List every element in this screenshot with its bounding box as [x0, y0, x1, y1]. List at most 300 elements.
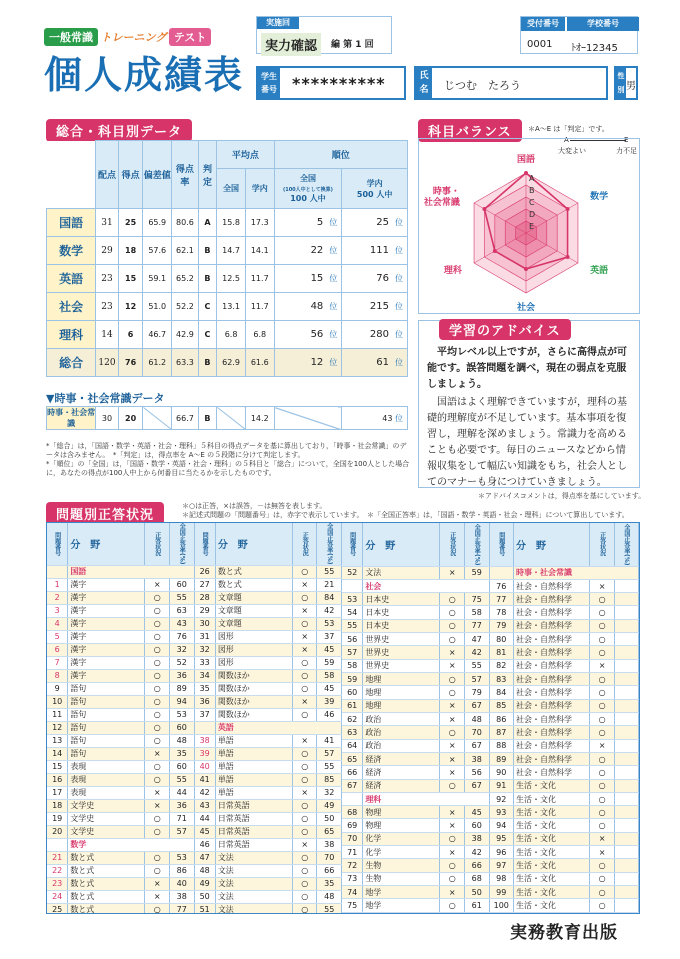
question-row [195, 604, 342, 617]
question-qn: 48 [195, 864, 216, 877]
question-row [342, 633, 489, 646]
question-qn: 66 [342, 766, 363, 779]
question-st: ○ [440, 686, 465, 699]
question-fld: 生活・文化 [514, 832, 590, 845]
question-rt: 48 [169, 734, 194, 747]
question-qn: 25 [47, 903, 68, 914]
question-rt: 53 [169, 708, 194, 721]
question-st: ○ [590, 859, 614, 872]
question-rt: 55 [169, 773, 194, 786]
question-qn: 40 [195, 760, 216, 773]
exam-label: 実施回 [257, 17, 299, 29]
radar-ring-label: A [529, 174, 535, 183]
question-rt [614, 726, 638, 739]
cell-hensachi: 57.6 [143, 237, 172, 265]
question-fld: 漢字 [68, 669, 145, 682]
question-qn: 68 [342, 806, 363, 819]
question-fld: 社会・自然科学 [514, 579, 590, 592]
cell-hantei: B [198, 265, 216, 293]
col-tokutenritsu: 得点率 [172, 141, 199, 209]
question-fld: 生活・文化 [514, 779, 590, 792]
question-qn: 82 [490, 659, 514, 672]
question-fld: 生活・文化 [514, 872, 590, 885]
advice-bold: 平均レベル以上ですが，さらに高得点が可能です。誤答問題を調べ，現在の弱点を克服しましょう。 [427, 347, 627, 390]
question-fld: 経済 [363, 752, 440, 765]
question-st: ○ [292, 747, 317, 760]
question-qn: 52 [342, 566, 363, 579]
question-rt [614, 699, 638, 712]
question-rt: 55 [317, 903, 342, 914]
rank-unit: 位 [395, 274, 403, 283]
question-fld: 社会・自然科学 [514, 633, 590, 646]
question-st: ○ [590, 806, 614, 819]
question-qn: 55 [342, 619, 363, 632]
question-qn: 17 [47, 786, 68, 799]
advice-text: 国語はよく理解できていますが，理科の基礎的理解度が不足しています。基本事項を復習し，理解を深めましょう。常識力を高めることも必要です。毎日のニュースなどから情報収集をして幅広い知識をもち，社会人としてのマナーも身につけていきましょう。 [427, 397, 627, 488]
header-st: 正答状況 [145, 523, 170, 565]
question-st: × [292, 838, 317, 851]
overall-row [47, 349, 408, 377]
exam-box [256, 16, 392, 54]
question-qn: 50 [195, 890, 216, 903]
question-rt: 38 [464, 752, 489, 765]
cell-avg-school: 61.6 [245, 349, 274, 377]
question-row [195, 591, 342, 604]
ca-rank-unit: 位 [395, 413, 403, 423]
question-rt: 60 [169, 721, 194, 734]
questions-note-2: ＊記述式問題の「問題番号」は，赤字で表示しています。 ＊「全国正答率」は，「国語・数学・英語・社会・理科」について算出しています。 [182, 511, 629, 519]
radar-point [524, 267, 528, 271]
cell-hantei: C [198, 321, 216, 349]
question-fld: 語句 [68, 708, 145, 721]
question-fld: 生活・文化 [514, 806, 590, 819]
question-row [47, 617, 194, 630]
question-fld: 漢字 [68, 591, 145, 604]
question-fld: 地理 [363, 686, 440, 699]
rank-unit: 位 [329, 246, 338, 255]
question-st: ○ [145, 864, 170, 877]
question-rt: 35 [169, 747, 194, 760]
question-rt: 65 [317, 825, 342, 838]
header-qn: 問題番号 [195, 523, 216, 565]
radar-point [482, 207, 486, 211]
question-fld: 世界史 [363, 633, 440, 646]
question-fld: 社会・自然科学 [514, 619, 590, 632]
question-qn: 45 [195, 825, 216, 838]
question-st: ○ [145, 721, 170, 734]
radar-ring-label: D [529, 210, 536, 219]
question-st: × [590, 739, 614, 752]
question-row [490, 846, 639, 859]
question-qn: 71 [342, 846, 363, 859]
gender-value: 男 [626, 81, 636, 92]
question-row [342, 579, 489, 592]
question-rt: 67 [464, 699, 489, 712]
question-row [195, 760, 342, 773]
question-qn: 58 [342, 659, 363, 672]
question-rt: 59 [317, 656, 342, 669]
col-rank-school: 学内 [366, 178, 383, 188]
question-qn: 16 [47, 773, 68, 786]
question-rt: 42 [464, 646, 489, 659]
question-qn: 83 [490, 673, 514, 686]
question-st: ○ [145, 825, 170, 838]
question-row [490, 886, 639, 899]
question-row [490, 566, 639, 579]
question-rt: 52 [169, 656, 194, 669]
question-st: ○ [145, 734, 170, 747]
cell-tokuten: 15 [118, 265, 143, 293]
col-rank-all-note: (100人中として換算) [282, 187, 333, 193]
question-fld: 単語 [215, 773, 292, 786]
note-2: *「順位」の「全国」は，「国語・数学・英語・社会・理科」の５科目と「総合」について，全国を100人とした場合に，あなたの得点が100人中上から何番目に当たるかを示したものです。 [46, 460, 410, 477]
question-fld: 単語 [215, 734, 292, 747]
question-qn: 100 [490, 899, 514, 913]
question-row [342, 686, 489, 699]
question-st: ○ [590, 819, 614, 832]
radar-ring-label: C [529, 198, 535, 207]
legend-e: E [624, 136, 629, 144]
question-st: ○ [590, 899, 614, 913]
header-qn: 問題番号 [342, 523, 363, 566]
question-row [490, 712, 639, 725]
question-row [195, 656, 342, 669]
header-rt: 全国正答率(%) [169, 523, 194, 565]
question-rt: 37 [317, 630, 342, 643]
question-qn: 65 [342, 752, 363, 765]
cat-spacer [47, 838, 68, 851]
question-rt [614, 872, 638, 885]
student-number: ********** [292, 74, 386, 93]
question-row [195, 708, 342, 721]
question-st: ○ [145, 617, 170, 630]
question-qn: 70 [342, 832, 363, 845]
header-st: 正答状況 [590, 523, 614, 566]
question-row [195, 799, 342, 812]
cell-avg-school: 14.1 [245, 237, 274, 265]
cell-hantei: B [198, 237, 216, 265]
radar-ring-label: E [529, 222, 535, 231]
question-fld: 語句 [68, 682, 145, 695]
logo-part2: トレーニング [100, 31, 167, 44]
cell-rank-school [342, 349, 408, 377]
question-qn: 92 [490, 792, 514, 805]
cell-rank-all [274, 293, 342, 321]
question-fld: 日常英語 [215, 799, 292, 812]
student-name: じつむ たろう [444, 79, 521, 92]
id-box [520, 16, 638, 54]
cell-avg-school: 11.7 [245, 265, 274, 293]
question-row [490, 792, 639, 805]
header-fld: 分 野 [514, 523, 590, 566]
question-qn: 38 [195, 734, 216, 747]
question-rt: 85 [317, 773, 342, 786]
question-st: ○ [145, 851, 170, 864]
overall-row [47, 321, 408, 349]
question-st: ○ [292, 799, 317, 812]
ca-avg-all-empty [217, 407, 246, 430]
question-st: ○ [590, 593, 614, 606]
question-row [195, 838, 342, 851]
question-qn: 91 [490, 779, 514, 792]
question-qn: 95 [490, 832, 514, 845]
question-rt [614, 846, 638, 859]
advice-box [418, 320, 640, 488]
reception-label: 受付番号 [521, 17, 565, 31]
question-rt: 21 [317, 578, 342, 591]
overall-row [47, 293, 408, 321]
ca-hensachi-empty [143, 407, 172, 430]
question-rt: 56 [464, 766, 489, 779]
cell-hensachi: 65.9 [143, 209, 172, 237]
question-row [490, 752, 639, 765]
question-rt: 36 [169, 669, 194, 682]
rank-value: 280 [369, 329, 389, 340]
question-fld: 文法 [215, 890, 292, 903]
cell-rate: 42.9 [172, 321, 199, 349]
question-fld: 文法 [215, 864, 292, 877]
ca-rank-all-empty [274, 407, 342, 430]
col-hensachi: 偏差値 [143, 141, 172, 209]
question-row [342, 673, 489, 686]
question-fld: 生活・文化 [514, 792, 590, 805]
question-st: ○ [292, 682, 317, 695]
question-st: × [145, 786, 170, 799]
question-rt [614, 739, 638, 752]
school-number: ﾄｵｰ12345 [571, 43, 618, 54]
question-rt [614, 819, 638, 832]
question-row [47, 721, 194, 734]
cell-rate: 65.2 [172, 265, 199, 293]
question-rt: 57 [169, 825, 194, 838]
question-rt: 45 [464, 806, 489, 819]
question-rt: 49 [317, 799, 342, 812]
question-st: ○ [590, 712, 614, 725]
overall-table [46, 140, 408, 377]
question-st: × [440, 846, 465, 859]
question-fld: 語句 [68, 734, 145, 747]
col-avg: 平均点 [217, 141, 274, 169]
question-st: ○ [440, 633, 465, 646]
question-st: ○ [292, 656, 317, 669]
question-rt [614, 766, 638, 779]
question-st: × [145, 747, 170, 760]
question-fld: 社会・自然科学 [514, 606, 590, 619]
question-qn: 49 [195, 877, 216, 890]
question-st: ○ [145, 669, 170, 682]
question-row [342, 726, 489, 739]
header-qn: 問題番号 [490, 523, 514, 566]
question-fld: 図形 [215, 630, 292, 643]
ca-avg-school: 14.2 [245, 407, 274, 430]
question-qn: 43 [195, 799, 216, 812]
question-row [490, 726, 639, 739]
question-st: ○ [145, 643, 170, 656]
question-row [47, 773, 194, 786]
balance-note: ＊A～E は「判定」です。 [528, 125, 609, 133]
question-row [47, 734, 194, 747]
header-fld: 分 野 [68, 523, 145, 565]
question-rt: 60 [169, 760, 194, 773]
radar-axis-label: 理科 [443, 266, 462, 276]
question-qn: 54 [342, 606, 363, 619]
question-st: ○ [145, 695, 170, 708]
radar-ring-label: B [529, 186, 535, 195]
question-qn: 77 [490, 593, 514, 606]
question-fld: 数と式 [215, 565, 292, 578]
question-st: ○ [292, 669, 317, 682]
cat-spacer [490, 566, 514, 579]
question-row [195, 851, 342, 864]
legend-left: 大変よい [558, 147, 586, 155]
question-fld: 生活・文化 [514, 886, 590, 899]
student-number-box [256, 66, 406, 100]
question-st: × [145, 890, 170, 903]
question-st: ○ [590, 686, 614, 699]
question-qn: 72 [342, 859, 363, 872]
question-st: ○ [145, 656, 170, 669]
question-rt: 89 [169, 682, 194, 695]
question-qn: 78 [490, 606, 514, 619]
question-fld: 数と式 [68, 877, 145, 890]
question-st: × [145, 799, 170, 812]
cell-haiten: 120 [96, 349, 119, 377]
question-row [342, 752, 489, 765]
cell-avg-all: 14.7 [217, 237, 246, 265]
question-qn: 88 [490, 739, 514, 752]
question-row [342, 646, 489, 659]
header-rt: 全国正答率(%) [614, 523, 638, 566]
col-rank-all: 全国 [299, 174, 316, 183]
question-row [490, 766, 639, 779]
question-row [195, 877, 342, 890]
cell-hantei: B [198, 349, 216, 377]
exam-edition: 編 第 1 回 [331, 40, 374, 50]
rank-value: 25 [376, 217, 389, 228]
rank-unit: 位 [395, 358, 403, 367]
cell-hantei: C [198, 293, 216, 321]
question-st: × [292, 786, 317, 799]
question-st: ○ [145, 591, 170, 604]
question-row [47, 643, 194, 656]
question-fld: 社会・自然科学 [514, 593, 590, 606]
current-affairs-title: ▼時事・社会常識データ [46, 392, 165, 405]
rank-value: 22 [310, 245, 324, 256]
cell-rank-all [274, 349, 342, 377]
question-row [342, 819, 489, 832]
question-qn: 62 [342, 712, 363, 725]
question-fld: 物理 [363, 819, 440, 832]
question-rt [614, 832, 638, 845]
question-fld: 社会・自然科学 [514, 699, 590, 712]
question-fld: 社会・自然科学 [514, 646, 590, 659]
question-rt: 42 [317, 604, 342, 617]
cell-subject: 総合 [47, 349, 96, 377]
question-row [47, 565, 194, 578]
radar-point [493, 249, 497, 253]
question-rt: 40 [169, 877, 194, 890]
question-qn: 33 [195, 656, 216, 669]
question-qn: 75 [342, 899, 363, 913]
question-st: ○ [292, 591, 317, 604]
question-st: ○ [590, 752, 614, 765]
question-fld: 化学 [363, 846, 440, 859]
balance-chart-box [418, 138, 640, 314]
question-qn: 56 [342, 633, 363, 646]
question-fld: 経済 [363, 766, 440, 779]
cell-subject: 理科 [47, 321, 96, 349]
question-qn: 90 [490, 766, 514, 779]
question-rt: 70 [464, 726, 489, 739]
question-rt: 44 [169, 786, 194, 799]
school-label: 学校番号 [567, 17, 639, 31]
question-row [342, 593, 489, 606]
question-fld: 地理 [363, 699, 440, 712]
radar-point [524, 171, 528, 175]
question-row [195, 734, 342, 747]
question-rt: 57 [464, 673, 489, 686]
exam-name: 実力確認 [261, 33, 321, 56]
question-st: ○ [440, 899, 465, 913]
cell-tokuten: 12 [118, 293, 143, 321]
question-rt: 57 [317, 747, 342, 760]
question-qn: 9 [47, 682, 68, 695]
student-number-label: 学生番号 [258, 68, 280, 98]
question-row [490, 673, 639, 686]
question-rt: 41 [317, 734, 342, 747]
question-row [47, 812, 194, 825]
question-row [490, 872, 639, 885]
cat-spacer [342, 579, 363, 592]
question-rt [614, 579, 638, 592]
cell-subject: 社会 [47, 293, 96, 321]
question-row [47, 786, 194, 799]
ca-rank-school: 43 [382, 413, 393, 423]
question-st: ○ [440, 779, 465, 792]
question-row [47, 708, 194, 721]
cat-spacer [342, 792, 363, 805]
question-qn: 3 [47, 604, 68, 617]
question-fld: 文学史 [68, 825, 145, 838]
header-rt: 全国正答率(%) [317, 523, 342, 565]
question-fld: 語句 [68, 695, 145, 708]
question-fld: 漢字 [68, 617, 145, 630]
question-fld: 生活・文化 [514, 846, 590, 859]
rank-unit: 位 [329, 274, 338, 283]
question-rt [614, 606, 638, 619]
question-qn: 57 [342, 646, 363, 659]
question-row [342, 766, 489, 779]
question-fld: 文章題 [215, 604, 292, 617]
question-fld: 生活・文化 [514, 819, 590, 832]
question-row [342, 779, 489, 792]
category-label: 時事・社会常識 [514, 566, 639, 579]
note-1: *「総合」は，「国語・数学・英語・社会・理科」５科目の得点データを基に算出しており，「時事・社会常識」のデータは含みません。 *「判定」は，得点率を A～E の５段階に分けて判定します。 [46, 442, 407, 459]
question-rt: 38 [464, 832, 489, 845]
question-qn: 42 [195, 786, 216, 799]
question-fld: 漢字 [68, 578, 145, 591]
question-st: ○ [440, 859, 465, 872]
question-fld: 政治 [363, 726, 440, 739]
question-st: ○ [292, 825, 317, 838]
ca-hantei: B [198, 407, 216, 430]
question-row [195, 773, 342, 786]
question-st: × [440, 886, 465, 899]
question-rt [614, 859, 638, 872]
question-row [47, 630, 194, 643]
question-qn: 96 [490, 846, 514, 859]
question-qn: 74 [342, 886, 363, 899]
